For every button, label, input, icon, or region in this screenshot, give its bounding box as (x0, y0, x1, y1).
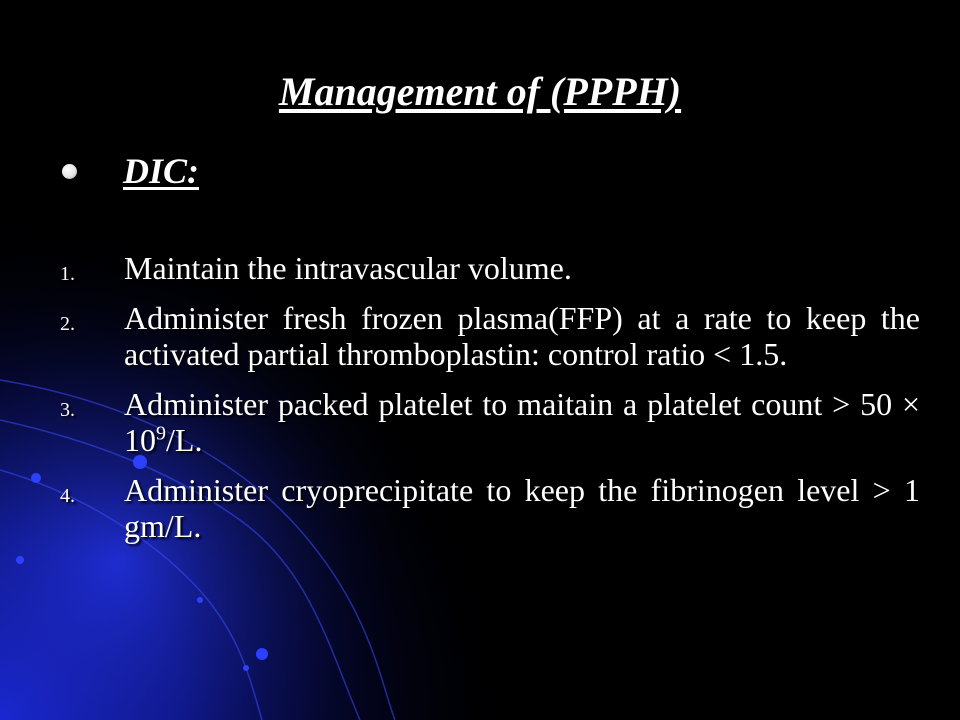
bullet-dic (62, 150, 199, 192)
list-item-text: Maintain the intravascular volume. (124, 250, 572, 286)
list-item-text (124, 386, 920, 458)
bullet-dot-icon (62, 164, 77, 179)
list-item (60, 250, 920, 286)
list-item-number: 3. (60, 399, 75, 421)
bullet-label: DIC: (123, 151, 200, 191)
list-item-number: 1. (60, 263, 75, 285)
list-item-text: Administer fresh frozen plasma(FFP) at a rate to keep the activated partial thromboplastin: control ratio < 1.5. (124, 300, 920, 372)
list-item-text-unit: /L. (166, 422, 203, 458)
slide-title: Management of (PPPH) (278, 69, 682, 114)
list-item (60, 386, 920, 458)
list-item-number: 2. (60, 313, 75, 335)
list-item (60, 472, 920, 544)
list-item (60, 300, 920, 372)
management-steps-list (60, 250, 920, 558)
exponent: 9 (156, 422, 166, 445)
list-item-number: 4. (60, 485, 75, 507)
list-item-text-main: Administer packed platelet to maitain a platelet count > 50 × 10 (124, 386, 920, 458)
list-item-text: Administer cryoprecipitate to keep the fibrinogen level > 1 gm/L. (124, 472, 920, 544)
